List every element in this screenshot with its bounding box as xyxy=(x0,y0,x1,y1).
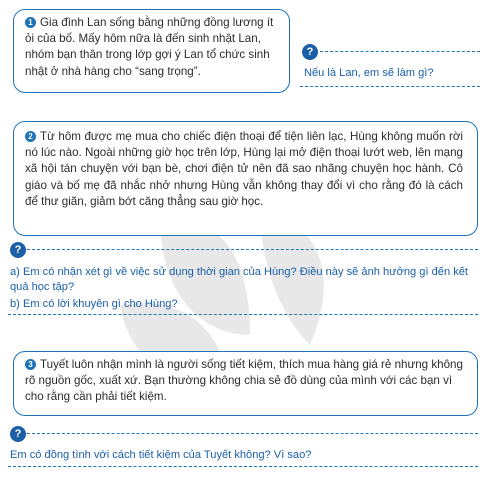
question-3-divider-bottom xyxy=(8,466,478,467)
question-1-divider-top xyxy=(320,51,480,52)
question-2b-text: b) Em có lời khuyên gì cho Hùng? xyxy=(10,298,178,310)
question-2-divider-bottom xyxy=(8,314,478,315)
question-3-divider-top xyxy=(27,433,478,434)
situation-2-number: 2 xyxy=(25,131,36,142)
question-1-text: Nếu là Lan, em sẽ làm gì? xyxy=(304,67,434,79)
situation-3-number: 3 xyxy=(25,359,36,370)
situation-3-text: Tuyết luôn nhận mình là người sống tiết kiệm, thích mua hàng giá rẻ nhưng không rõ nguồn gốc, xuất xứ. Bạn thường không chia sẻ đồ dùng của mình với các bạn vì cho rằng cần phải tiết kiệm. xyxy=(25,358,463,404)
situation-1-text: Gia đình Lan sống bằng những đồng lương ít ỏi của bố. Mấy hôm nữa là đến sinh nhật Lan, nhóm bạn thân trong lớp gợi ý Lan tổ chức sinh nhật ở nhà hàng cho “sang trọng”. xyxy=(25,16,274,78)
situation-2-text: Từ hôm được mẹ mua cho chiếc điện thoại để tiện liên lạc, Hùng không muốn rời nó lúc nào. Ngoài những giờ học trên lớp, Hùng lại mở điện thoại lướt web, lên mạng xã hội tán chuyện với bạn bè, chơi điện tử nên đã sao nhãng chuyện học hành. Cô giáo và bố mẹ đã nhắc nhở nhưng Hùng vẫn không thay đổi vì cho rằng đó là cách để thư giãn, giảm bớt căng thẳng sau giờ học. xyxy=(25,130,463,208)
situation-1-number: 1 xyxy=(25,17,36,28)
question-2-divider-top xyxy=(27,249,478,250)
question-3-text: Em có đồng tình với cách tiết kiệm của Tuyết không? Vì sao? xyxy=(10,449,312,461)
question-3-icon: ? xyxy=(10,426,26,442)
situation-1-box xyxy=(13,9,290,93)
question-2-icon: ? xyxy=(10,242,26,258)
question-1-icon: ? xyxy=(302,44,318,60)
situation-2-box xyxy=(13,121,478,236)
situation-3-box xyxy=(13,351,478,416)
question-1-divider-bottom xyxy=(300,86,480,87)
question-2a-text: a) Em có nhận xét gì về việc sử dụng thời gian của Hùng? Điều này sẽ ảnh hưởng gì đến kết quả học tập? xyxy=(10,266,469,293)
